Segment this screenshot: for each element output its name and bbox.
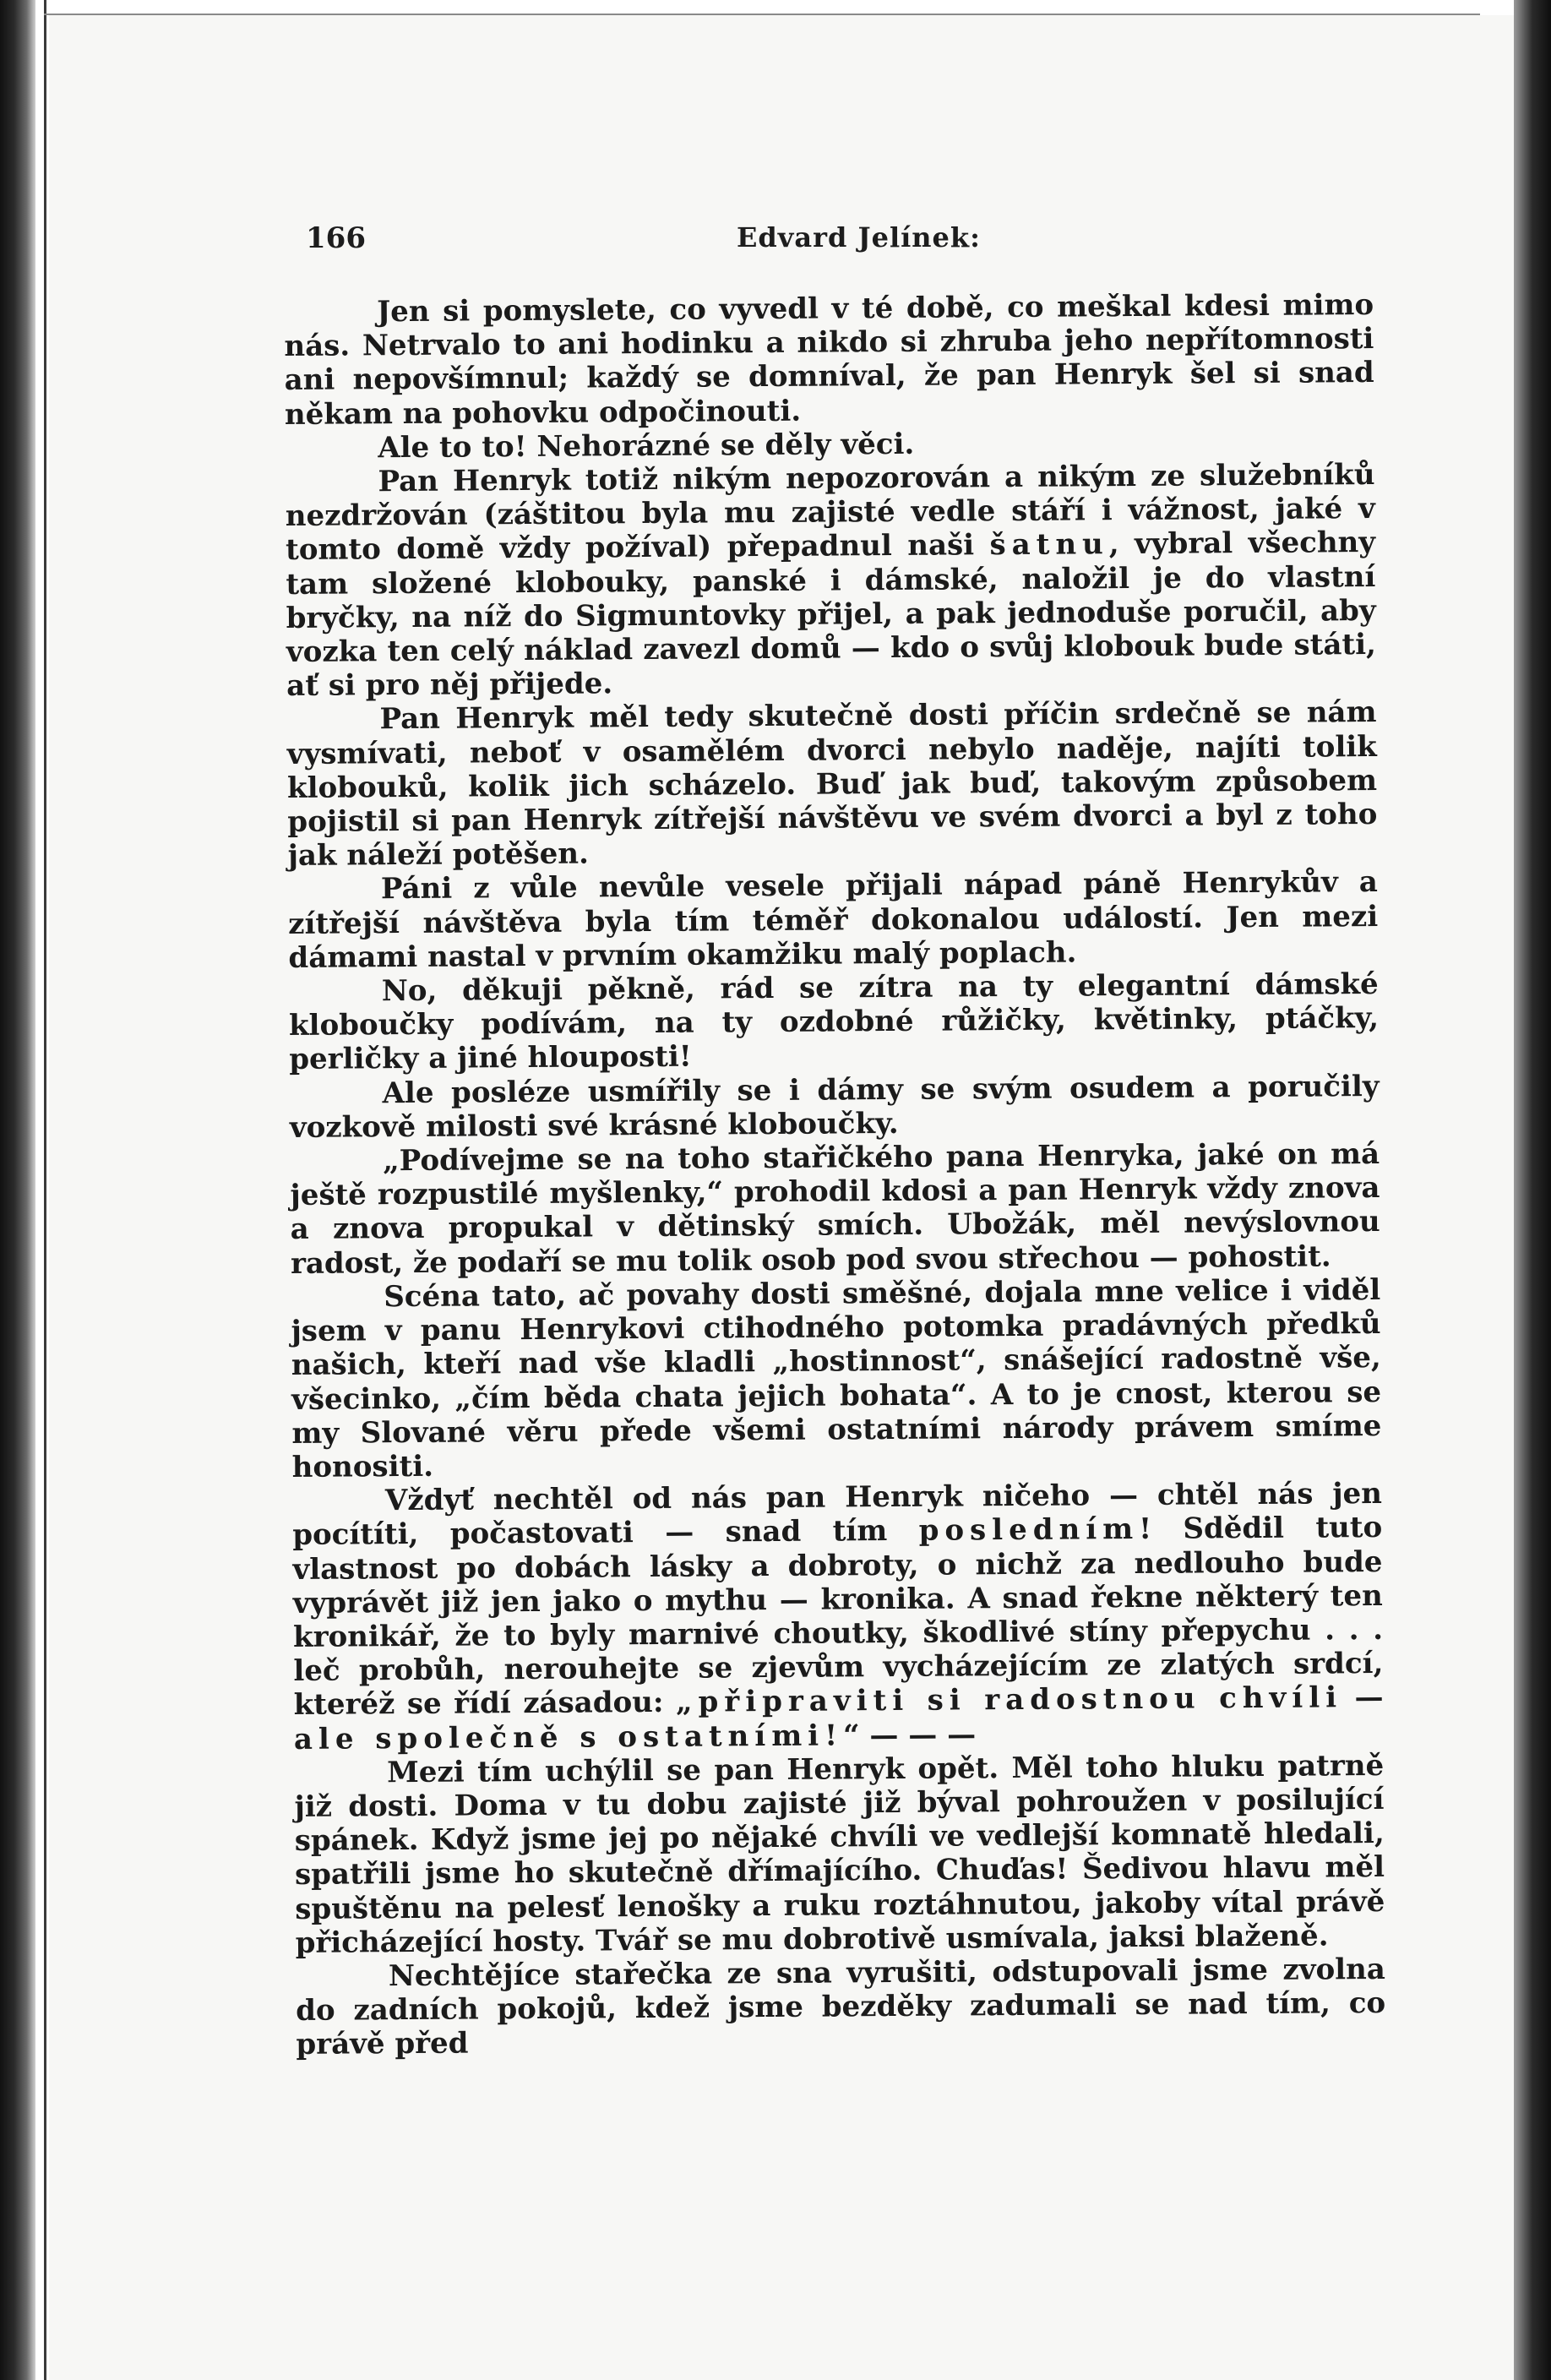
text-run: No, děkuji pěkně, rád se zítra na ty elegantní dámské kloboučky podívám, na ty ozdobné růžičky, květinky, ptáčky, perličky a jiné hlouposti!: [288, 967, 1380, 1077]
page-header: [306, 221, 1400, 255]
scan-shadow-right: [1514, 0, 1551, 2380]
text-run: , vybral všechny tam složené klobouky, panské i dámské, naložil je do vlastní bryčky, na níž do Sigmuntovky přijel, a pak jednoduše poručil, aby vozka ten celý náklad zavezl domů — kdo o svůj klobouk bude státi, ať si pro něj přijede.: [286, 526, 1377, 704]
paragraph: [290, 1137, 1380, 1281]
paragraph: [292, 1477, 1384, 1756]
scan-edge-line: [44, 0, 46, 2380]
spaced-emphasis: ale společně s ostatními!: [293, 1718, 844, 1756]
text-run: Vždyť nechtěl od nás pan Henryk ničeho — chtěl nás jen pocítíti, počastovati — snad tím: [292, 1477, 1383, 1553]
text-run: Mezi tím uchýlil se pan Henryk opět. Měl toho hluku patrně již dosti. Doma v tu dobu zajisté již býval pohroužen v posilující spánek. Když jsme jej po nějaké chvíli ve vedlejší komnatě hledali, spatřili jsme ho skutečně dřímajícího. Chuďas! Šedivou hlavu měl spuštěnu na pelesť lenošky a ruku roztáhnutou, jakoby vítal právě přicházející hosty. Tvář se mu dobrotivě usmívala, jaksi blaženě.: [294, 1748, 1385, 1960]
paragraph: [289, 1070, 1380, 1145]
text-run: Scéna tato, ač povahy dosti směšné, dojala mne velice i viděl jsem v panu Henrykovi ctihodného potomka pradávných předků našich, kteří nad vše kladli „hostinnost“, snášející radostně vše, všecinko, „čím běda chata jejich bohata“. A to je cnost, kterou se my Slované věru přede všemi ostatními národy právem smíme honositi.: [291, 1272, 1382, 1484]
paragraph: [294, 1749, 1385, 1960]
paragraph: [289, 967, 1380, 1077]
spaced-emphasis: šatnu: [989, 527, 1109, 563]
text-run: Pan Henryk měl tedy skutečně dosti příčin srdečně se nám vysmívati, neboť v osamělém dvorci nebylo naděje, najíti tolik klobouků, kolik jich scházelo. Buď jak buď, takovým způsobem pojistil si pan Henryk zítřejší návštěvu ve svém dvorci a byl z toho jak náleží potěšen.: [286, 695, 1378, 874]
running-head: Edvard Jelínek:: [737, 221, 981, 253]
paragraph: [288, 865, 1379, 975]
scan-shadow-left: [0, 0, 35, 2380]
text-run: Nechtějíce stařečka ze sna vyrušiti, odstupovali jsme zvolna do zadních pokojů, kdež jsme bezděky zadumali se nad tím, co právě před: [296, 1952, 1386, 2062]
paragraph: [296, 1952, 1386, 2062]
text-run: ! Sdědil tuto vlastnost po dobách lásky a dobroty, o nichž za nedlouho bude vyprávět již jen jako o mythu — kronika. A snad řekne některý ten kronikář, že to byly marnivé choutky, škodlivé stíny přepychu . . . leč probůh, nerouhejte se zjevům vycházejícím ze zlatých srdcí, kteréž se řídí zásadou:: [292, 1511, 1384, 1723]
spaced-emphasis: posledním: [918, 1512, 1140, 1549]
text-run: „Podívejme se na toho stařičkého pana Henryka, jaké on má ještě rozpustilé myšlenky,“ prohodil kdosi a pan Henryk vždy znova a znova propukal v dětinský smích. Ubožák, měl nevýslovnou radost, že podaří se mu tolik osob pod svou střechou — pohostit.: [290, 1137, 1380, 1281]
text-run: Ale to to! Nehorázné se děly věci.: [378, 427, 915, 466]
spaced-emphasis: „připraviti si radostnou chvíli: [675, 1680, 1343, 1720]
scan-top-edge: [44, 14, 1480, 15]
body-text: [284, 288, 1386, 2062]
text-run: —: [1341, 1680, 1384, 1715]
text-run: “ — — —: [842, 1717, 977, 1752]
text-run: Jen si pomyslete, co vyvedl v té době, co meškal kdesi mimo nás. Netrvalo to ani hodinku a nikdo si zhruba jeho nepřítomnosti ani nepovšímnul; každý se domníval, že pan Henryk šel si snad někam na pohovku odpočinouti.: [284, 287, 1374, 432]
page-number: 166: [306, 221, 366, 255]
paragraph: [291, 1273, 1382, 1484]
paragraph: [284, 288, 1374, 432]
text-run: Ale posléze usmířily se i dámy se svým osudem a poručily vozkově milosti své krásné kloboučky.: [289, 1069, 1380, 1145]
paragraph: [286, 695, 1377, 873]
text-run: Páni z vůle nevůle vesele přijali nápad páně Henrykův a zítřejší návštěva byla tím téměř dokonalou událostí. Jen mezi dámami nastal v prvním okamžiku malý poplach.: [288, 865, 1379, 975]
text-run: Pan Henryk totiž nikým nepozorován a nikým ze služebníků nezdržován (záštitou byla mu zajisté vedle stáří i vážnost, jaké v tomto domě vždy požíval) přepadnul naši: [285, 458, 1375, 568]
paragraph: [285, 458, 1376, 703]
